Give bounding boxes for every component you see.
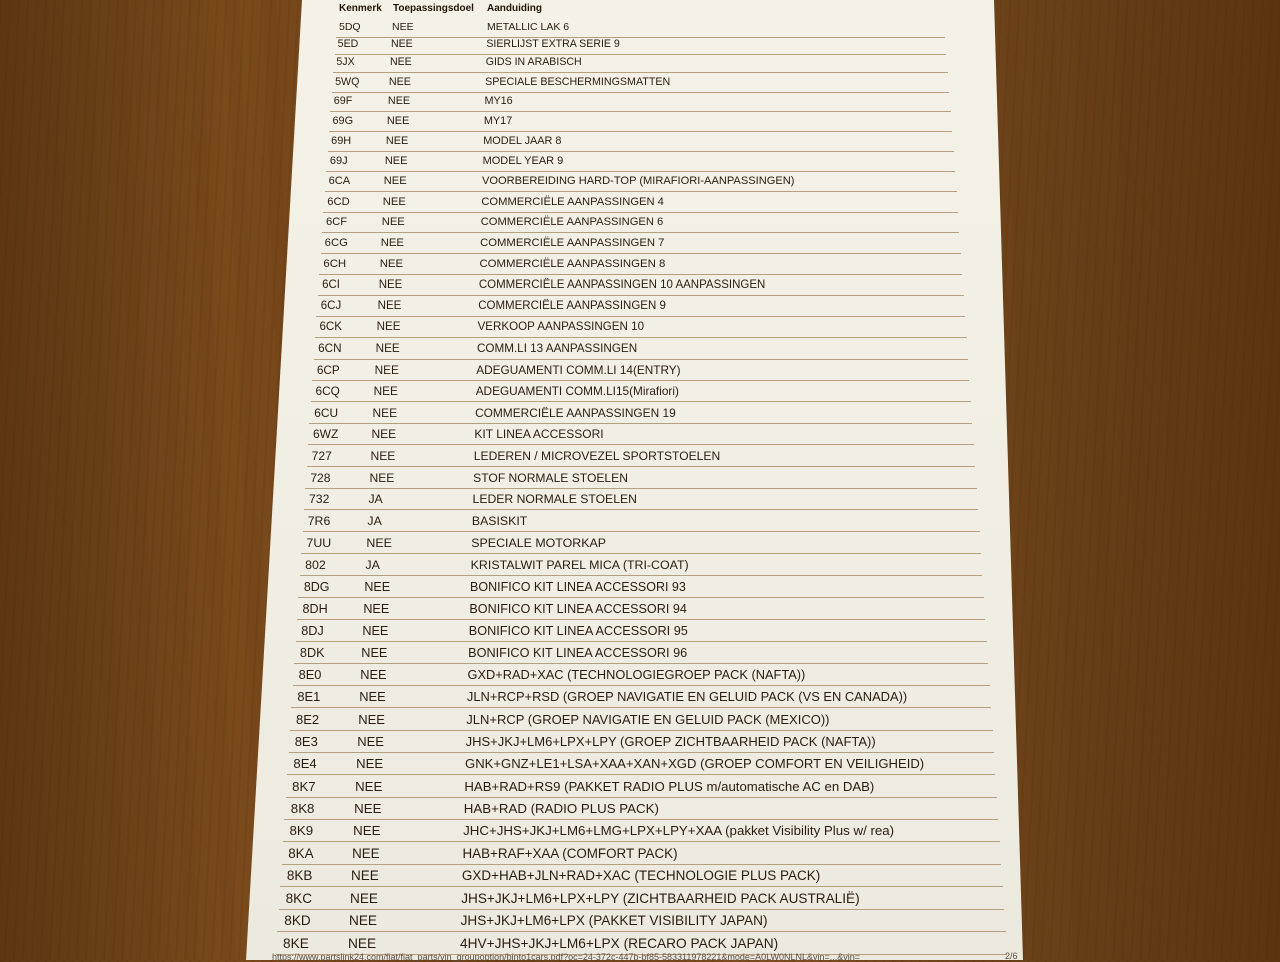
row-description: MY16: [484, 94, 513, 107]
row-code: 6CG: [324, 237, 348, 250]
row-description: MODEL JAAR 8: [483, 134, 562, 147]
row-description: SIERLIJST EXTRA SERIE 9: [486, 38, 620, 51]
row-code: 69F: [333, 94, 353, 107]
row-purpose: NEE: [366, 536, 392, 551]
table-row: [312, 360, 969, 381]
table-row: [316, 296, 965, 317]
table-row: [304, 489, 978, 510]
row-description: SPECIALE BESCHERMINGSMATTEN: [485, 75, 671, 88]
row-code: 732: [309, 492, 330, 507]
table-row: [314, 339, 968, 360]
row-description: GXD+RAD+XAC (TECHNOLOGIEGROEP PACK (NAFTA)): [467, 667, 806, 683]
table-row: [322, 212, 959, 233]
table-row: [307, 446, 976, 467]
row-purpose: NEE: [379, 258, 404, 271]
table-row: [294, 643, 988, 664]
row-code: 69J: [329, 154, 348, 167]
row-description: GIDS IN ARABISCH: [485, 56, 582, 69]
row-code: 69G: [332, 114, 354, 127]
row-purpose: NEE: [372, 405, 397, 420]
table-row: [321, 233, 961, 254]
row-code: 6CP: [316, 362, 340, 377]
row-code: 8K8: [290, 800, 315, 816]
table-row: [325, 171, 957, 192]
row-code: 8DH: [302, 601, 328, 616]
row-code: 5JX: [336, 56, 355, 69]
table-row: [293, 665, 990, 686]
table-row: [298, 577, 984, 598]
row-description: LEDER NORMALE STOELEN: [472, 492, 637, 507]
row-code: 6CU: [314, 405, 339, 420]
row-code: 7R6: [307, 514, 331, 529]
row-description: KIT LINEA ACCESSORI: [474, 427, 604, 442]
row-purpose: NEE: [356, 756, 384, 772]
row-purpose: NEE: [369, 470, 395, 485]
row-purpose: NEE: [375, 341, 400, 355]
row-code: 5ED: [337, 38, 359, 51]
row-code: 6CD: [327, 195, 350, 208]
row-purpose: NEE: [385, 134, 409, 147]
row-purpose: NEE: [384, 154, 408, 167]
row-purpose: NEE: [355, 778, 383, 794]
row-description: BONIFICO KIT LINEA ACCESSORI 94: [469, 601, 687, 616]
row-purpose: NEE: [374, 362, 399, 377]
row-code: 6CQ: [315, 384, 340, 399]
row-code: 5WQ: [335, 75, 360, 88]
row-description: JHS+JKJ+LM6+LPX+LPY (GROEP ZICHTBAARHEID PACK (NAFTA)): [465, 733, 876, 749]
row-purpose: NEE: [348, 936, 377, 951]
table-row: [291, 687, 991, 708]
row-purpose: NEE: [364, 579, 391, 594]
row-code: 8DG: [303, 579, 330, 594]
row-description: BONIFICO KIT LINEA ACCESSORI 96: [468, 646, 688, 661]
table-row: [330, 91, 950, 112]
footer-url: https://www.partslink24.com/fiat/fiat_parts/vin_groupoption/binto1cars.pdf?oc=24-372c-447b-bf85-583311978221&mode=A0LW0NLNL&vin=...&vin=: [272, 952, 861, 962]
row-description: HAB+RAD+RS9 (PAKKET RADIO PLUS m/automatische AC en DAB): [464, 778, 875, 794]
row-purpose: NEE: [377, 300, 402, 313]
row-description: GNK+GNZ+LE1+LSA+XAA+XAN+XGD (GROEP COMFORT EN VEILIGHEID): [465, 756, 925, 772]
table-row: [277, 911, 1005, 932]
row-code: 6WZ: [312, 427, 339, 442]
table-row: [284, 799, 998, 820]
row-description: SPECIALE MOTORKAP: [471, 536, 607, 551]
table-row: [296, 621, 987, 642]
row-purpose: NEE: [382, 195, 406, 208]
row-description: COMMERCIËLE AANPASSINGEN 7: [480, 237, 665, 250]
row-purpose: JA: [365, 557, 380, 572]
table-row: [289, 732, 994, 753]
table-row: [279, 889, 1004, 910]
row-purpose: NEE: [387, 94, 411, 107]
row-description: COMMERCIËLE AANPASSINGEN 10 AANPASSINGEN: [478, 279, 766, 292]
table-row: [328, 131, 954, 152]
table-row: [301, 533, 981, 554]
row-description: LEDEREN / MICROVEZEL SPORTSTOELEN: [473, 448, 721, 463]
row-code: 6CI: [322, 279, 340, 292]
row-description: GXD+HAB+JLN+RAD+XAC (TECHNOLOGIE PLUS PACK): [461, 868, 821, 884]
table-row: [329, 111, 952, 132]
row-description: MY17: [483, 114, 513, 127]
row-description: VERKOOP AANPASSINGEN 10: [477, 320, 645, 334]
row-description: JLN+RCP+RSD (GROEP NAVIGATIE EN GELUID PACK (VS EN CANADA)): [466, 689, 908, 705]
row-code: 8KE: [283, 936, 309, 951]
row-description: JHS+JKJ+LM6+LPX+LPY (ZICHTBAARHEID PACK AUSTRALIË): [461, 890, 860, 906]
row-code: 8E2: [296, 711, 320, 727]
row-purpose: NEE: [383, 175, 407, 188]
row-purpose: NEE: [373, 384, 398, 399]
row-purpose: NEE: [358, 711, 385, 727]
row-code: 728: [310, 470, 331, 485]
row-purpose: NEE: [352, 845, 380, 861]
row-code: 8E1: [297, 689, 321, 705]
row-description: JLN+RCP (GROEP NAVIGATIE EN GELUID PACK (MEXICO)): [466, 711, 830, 727]
row-description: ADEGUAMENTI COMM.LI 14(ENTRY): [476, 362, 681, 377]
row-code: 8E4: [293, 756, 317, 772]
row-purpose: NEE: [389, 56, 412, 69]
row-description: COMMERCIËLE AANPASSINGEN 19: [475, 405, 676, 420]
row-code: 7UU: [306, 536, 332, 551]
row-code: 6CK: [319, 320, 343, 334]
row-purpose: NEE: [360, 667, 387, 683]
row-description: JHC+JHS+JKJ+LM6+LMG+LPX+LPY+XAA (pakket Visibility Plus w/ rea): [463, 823, 895, 839]
row-description: COMMERCIËLE AANPASSINGEN 9: [478, 300, 666, 313]
table-row: [283, 821, 1000, 842]
row-code: 8KB: [286, 868, 313, 884]
row-purpose: JA: [368, 492, 383, 507]
row-code: 727: [311, 448, 332, 463]
row-purpose: NEE: [381, 216, 405, 229]
table-row: [318, 275, 964, 296]
row-description: METALLIC LAK 6: [487, 21, 570, 33]
table-row: [309, 403, 972, 424]
row-code: 8KA: [288, 845, 314, 861]
row-purpose: NEE: [361, 646, 388, 661]
table-row: [332, 72, 950, 93]
row-description: COMM.LI 13 AANPASSINGEN: [476, 341, 638, 355]
row-purpose: NEE: [370, 448, 396, 463]
table-row: [300, 555, 983, 576]
row-purpose: NEE: [392, 21, 414, 33]
row-description: BONIFICO KIT LINEA ACCESSORI 95: [468, 623, 688, 638]
row-code: 802: [305, 557, 326, 572]
row-purpose: NEE: [390, 38, 413, 51]
row-description: COMMERCIËLE AANPASSINGEN 4: [481, 195, 664, 208]
row-code: 69H: [331, 134, 352, 147]
row-purpose: NEE: [353, 823, 381, 839]
row-purpose: NEE: [380, 237, 404, 250]
row-description: VOORBEREIDING HARD-TOP (MIRAFIORI-AANPASSINGEN): [481, 175, 795, 188]
table-row: [326, 151, 955, 172]
row-code: 6CJ: [320, 300, 342, 313]
row-code: 8KD: [284, 913, 311, 929]
row-code: 6CH: [323, 258, 347, 271]
table-row: [315, 317, 967, 338]
table-row: [286, 777, 997, 798]
row-purpose: NEE: [378, 279, 403, 292]
page-number: 2/6: [1005, 951, 1018, 961]
table-row: [282, 844, 1002, 865]
row-purpose: NEE: [351, 868, 379, 884]
table-row: [280, 866, 1002, 887]
row-code: 8K7: [292, 778, 316, 794]
row-code: 8E0: [298, 667, 322, 683]
table-row: [333, 52, 948, 73]
row-code: 8KC: [285, 890, 313, 906]
row-code: 8K9: [289, 823, 314, 839]
row-code: 8DJ: [301, 623, 324, 638]
row-description: STOF NORMALE STOELEN: [473, 470, 628, 485]
row-description: HAB+RAD (RADIO PLUS PACK): [463, 800, 659, 816]
table-row: [290, 710, 993, 731]
row-description: HAB+RAF+XAA (COMFORT PACK): [462, 845, 678, 861]
table-row: [308, 424, 974, 445]
row-description: ADEGUAMENTI COMM.LI15(Mirafiori): [475, 384, 679, 399]
row-purpose: NEE: [350, 890, 378, 906]
row-purpose: NEE: [354, 800, 382, 816]
table-row: [323, 192, 958, 213]
row-description: MODEL YEAR 9: [482, 154, 564, 167]
row-purpose: NEE: [376, 320, 401, 334]
table-row: [311, 381, 971, 402]
table-row: [303, 511, 980, 532]
row-purpose: JA: [367, 514, 382, 529]
table-row: [319, 254, 962, 275]
row-purpose: NEE: [362, 623, 389, 638]
row-description: JHS+JKJ+LM6+LPX (PAKKET VISIBILITY JAPAN): [460, 913, 768, 929]
table-row: [297, 599, 985, 620]
row-purpose: NEE: [349, 913, 377, 929]
header-aanduiding: Aanduiding: [487, 3, 542, 14]
row-code: 5DQ: [339, 21, 361, 33]
row-purpose: NEE: [357, 733, 384, 749]
table-row: [287, 754, 995, 775]
row-purpose: NEE: [359, 689, 386, 705]
row-purpose: NEE: [388, 75, 411, 88]
row-description: 4HV+JHS+JKJ+LM6+LPX (RECARO PACK JAPAN): [460, 936, 779, 951]
header-kenmerk: Kenmerk: [339, 3, 382, 14]
row-code: 6CN: [318, 341, 342, 355]
row-code: 6CF: [325, 216, 348, 229]
row-code: 6CA: [328, 175, 351, 188]
row-description: KRISTALWIT PAREL MICA (TRI-COAT): [470, 557, 689, 572]
header-toepassingsdoel: Toepassingsdoel: [393, 3, 474, 14]
row-purpose: NEE: [371, 427, 397, 442]
row-description: BASISKIT: [471, 514, 528, 529]
table-row: [305, 468, 976, 489]
row-purpose: NEE: [386, 114, 410, 127]
row-description: COMMERCIËLE AANPASSINGEN 6: [480, 216, 664, 229]
row-description: COMMERCIËLE AANPASSINGEN 8: [479, 258, 666, 271]
row-purpose: NEE: [363, 601, 390, 616]
row-code: 8E3: [294, 733, 318, 749]
row-description: BONIFICO KIT LINEA ACCESSORI 93: [470, 579, 686, 594]
row-code: 8DK: [299, 646, 325, 661]
